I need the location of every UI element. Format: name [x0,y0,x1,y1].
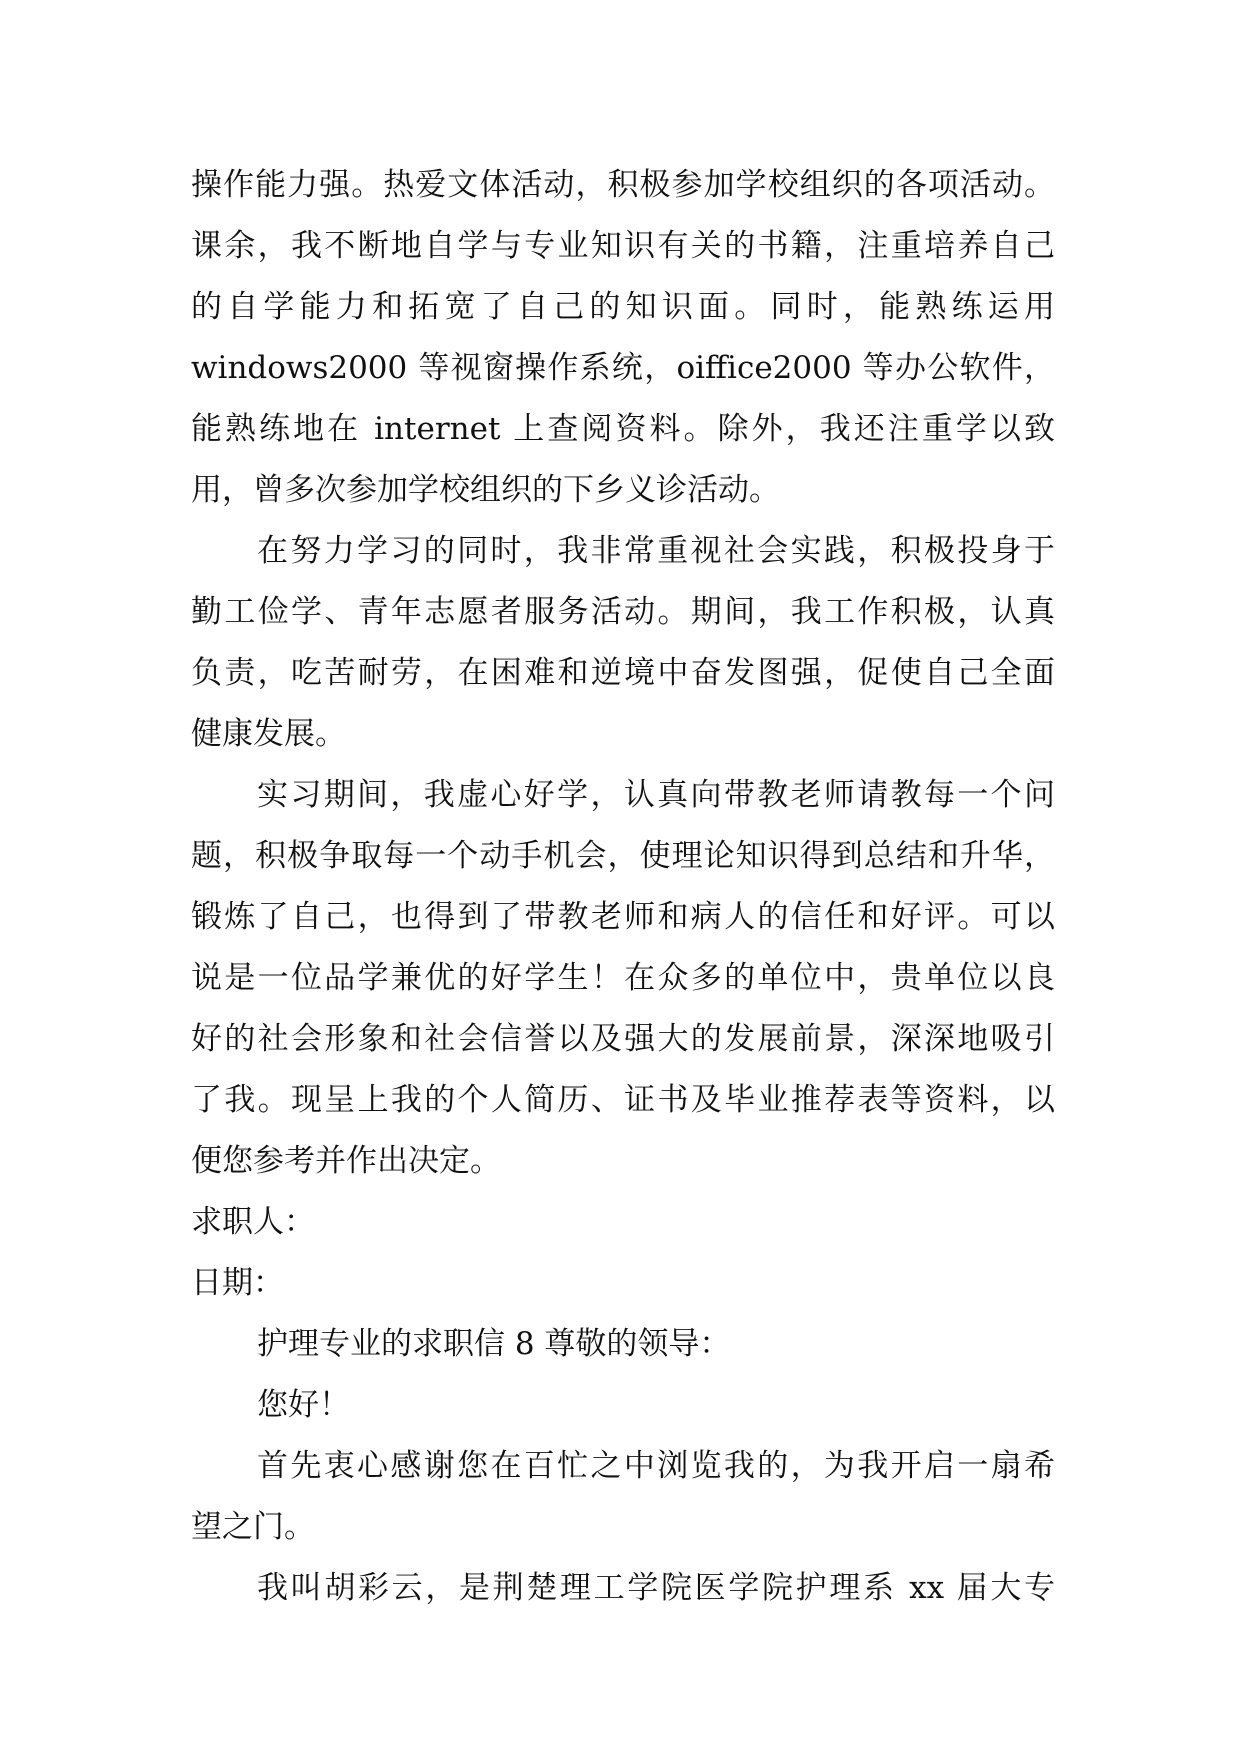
text-line: 的自学能力和拓宽了自己的知识面。同时，能熟练运用 [191,289,1055,325]
text-line: 题，积极争取每一个动手机会，使理论知识得到总结和升华， [191,838,1055,874]
text-line: 用，曾多次参加学校组织的下乡义诊活动。 [191,472,780,508]
text-line: 好的社会形象和社会信誉以及强大的发展前景，深深地吸引 [191,1021,1055,1057]
text-line: 望之门。 [191,1509,315,1545]
text-line: 了我。现呈上我的个人简历、证书及毕业推荐表等资料，以 [191,1082,1055,1118]
letter-heading-line: 护理专业的求职信 8 尊敬的领导： [257,1326,731,1362]
paragraph-start-line: 在努力学习的同时，我非常重视社会实践，积极投身于 [257,533,1055,569]
document-body [191,155,1055,1619]
text-line: 操作能力强。热爱文体活动，积极参加学校组织的各项活动。 [191,167,1055,203]
text-line: windows2000 等视窗操作系统，oiffice2000 等办公软件， [191,350,1055,386]
greeting-line: 您好！ [257,1387,350,1423]
text-line: 课余，我不断地自学与专业知识有关的书籍，注重培养自己 [191,228,1055,264]
paragraph-start-line: 首先衷心感谢您在百忙之中浏览我的，为我开启一扇希 [257,1448,1055,1484]
text-line: 便您参考并作出决定。 [191,1143,501,1179]
text-line: 勤工俭学、青年志愿者服务活动。期间，我工作积极，认真 [191,594,1055,630]
paragraph-start-line: 我叫胡彩云，是荆楚理工学院医学院护理系 xx 届大专 [257,1570,1055,1606]
text-line: 锻炼了自己，也得到了带教老师和病人的信任和好评。可以 [191,899,1055,935]
text-line: 能熟练地在 internet 上查阅资料。除外，我还注重学以致 [191,411,1055,447]
text-line: 健康发展。 [191,716,346,752]
date-label: 日期： [191,1265,284,1301]
text-line: 说是一位品学兼优的好学生！在众多的单位中，贵单位以良 [191,960,1055,996]
text-line: 负责，吃苦耐劳，在困难和逆境中奋发图强，促使自己全面 [191,655,1055,691]
paragraph-start-line: 实习期间，我虚心好学，认真向带教老师请教每一个问 [257,777,1055,813]
applicant-label: 求职人： [191,1204,315,1240]
